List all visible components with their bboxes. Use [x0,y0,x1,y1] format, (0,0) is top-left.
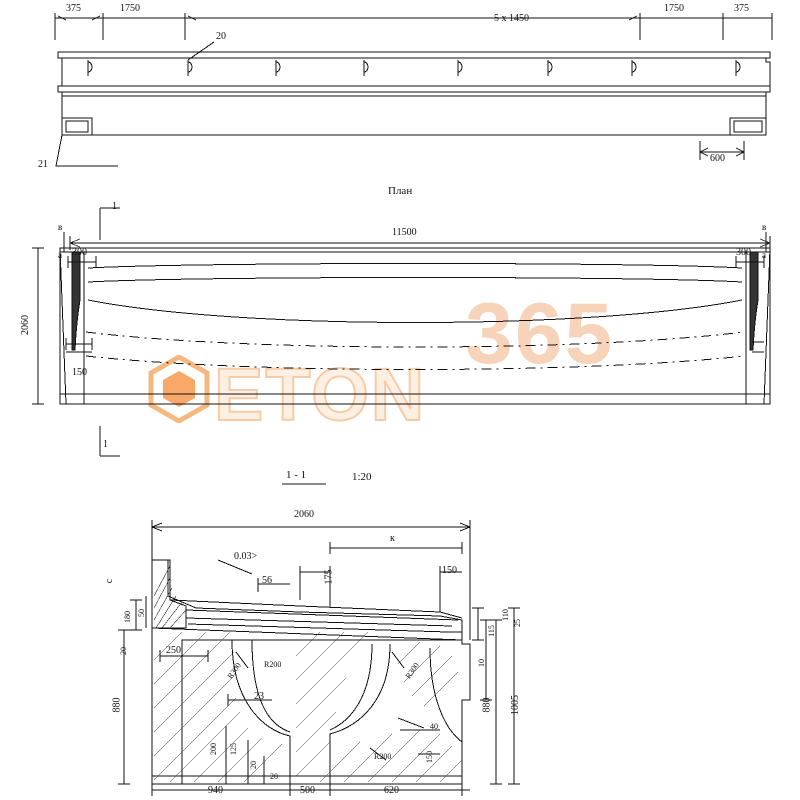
callout-20: 20 [216,31,226,42]
dim-1005: 1005 [510,695,521,715]
label-c: с [104,578,116,584]
section-mark-v-right: в [762,222,767,232]
dim-overall-height: 2060 [20,315,31,335]
section-mark-a-left: а [58,250,62,260]
dim-top-1750-left: 1750 [120,3,140,14]
dim-150-top: 150 [442,565,457,576]
dim-200-inner: 200 [209,743,218,755]
dim-20-inner-a: 20 [249,761,258,769]
dim-overall-length: 11500 [392,227,417,238]
section-mark-1-bottom: 1 [103,439,108,450]
section-mark-1-top: 1 [112,201,117,212]
label-slope: 0.03> [234,551,258,562]
dim-880-left: 880 [111,697,123,713]
radius-r200: R200 [374,752,392,761]
dim-25: 25 [513,619,522,627]
label-k: к [390,533,395,544]
section-mark-v-left: в [58,222,63,232]
radius-r300-left: R300 [225,661,243,681]
dim-175: 175 [323,569,335,585]
dim-180: 180 [123,611,132,623]
dim-150-offset: 150 [72,367,87,378]
dim-20-inner-b: 20 [270,772,278,781]
section-mark-a-right: а [762,250,766,260]
title-section-scale: 1:20 [352,471,372,483]
callout-600: 600 [710,153,725,164]
dim-right-300: 300 [736,247,751,258]
dim-620: 620 [384,785,399,796]
dim-940: 940 [208,785,223,796]
dim-56: 56 [262,575,272,586]
dim-top-1750-right: 1750 [664,3,684,14]
dim-150-inner: 150 [425,751,434,763]
dim-top-spacing: 5 x 1450 [494,13,529,24]
dim-section-width: 2060 [294,509,314,520]
dim-top-375-right: 375 [734,3,749,14]
watermark-number: 365 [465,286,615,382]
dim-880-right: 880 [481,697,493,713]
callout-21: 21 [38,159,48,170]
title-plan: План [388,185,413,197]
title-section: 1 - 1 [286,469,307,481]
dim-10: 10 [477,659,486,667]
callout-23: 23 [254,691,264,702]
dim-top-375-left: 375 [66,3,81,14]
dim-110: 110 [500,609,510,621]
radius-r300-right: R300 [403,661,421,681]
dim-40: 40 [430,722,438,731]
dim-50: 50 [137,609,146,617]
dim-125-inner: 125 [229,743,238,755]
dim-left-300: 300 [72,247,87,258]
dim-115: 115 [486,625,496,637]
dim-250: 250 [166,645,181,656]
dim-500: 500 [300,785,315,796]
radius-note-angle: R200 [264,660,282,669]
watermark-brand: ETON [214,353,427,436]
dim-20-left: 20 [119,647,128,655]
